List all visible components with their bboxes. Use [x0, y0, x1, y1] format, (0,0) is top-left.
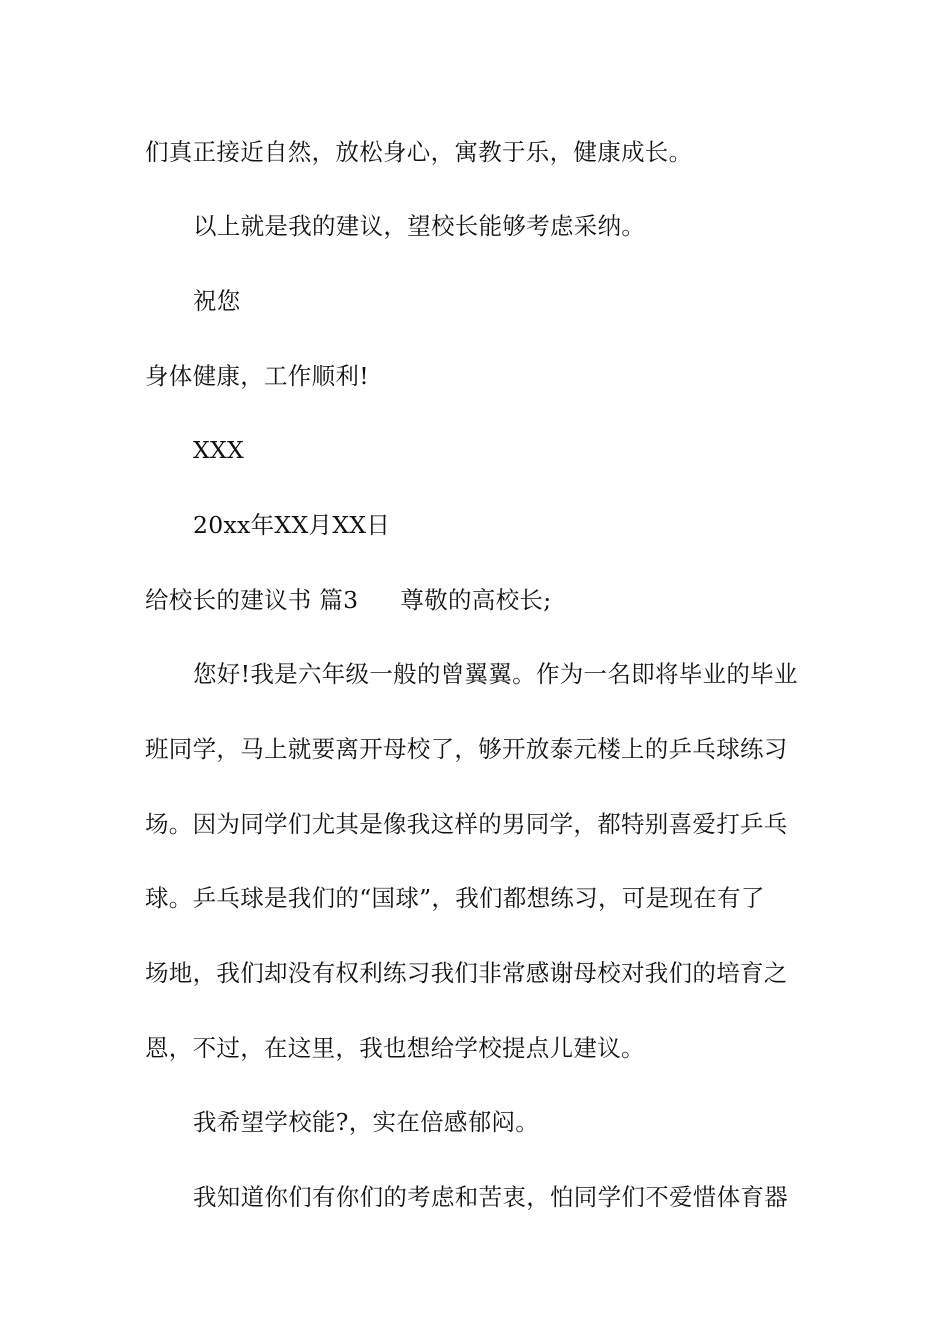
date-line: 20xx年XX月XX日 — [193, 511, 391, 539]
paragraph-line: 们真正接近自然，放松身心，寓教于乐，健康成长。 — [145, 138, 693, 166]
signature: XXX — [193, 436, 245, 464]
section-heading — [145, 585, 551, 615]
paragraph-line: 您好!我是六年级一般的曾翼翼。作为一名即将毕业的毕业 — [193, 660, 798, 688]
paragraph-line: 场地，我们却没有权利练习我们非常感谢母校对我们的培育之 — [145, 959, 788, 987]
closing-wish: 身体健康，工作顺利! — [145, 362, 369, 390]
paragraph-line: 以上就是我的建议，望校长能够考虑采纳。 — [193, 212, 646, 240]
paragraph-line: 班同学，马上就要离开母校了，够开放泰元楼上的乒乓球练习 — [145, 735, 788, 763]
paragraph-line: 我希望学校能?，实在倍感郁闷。 — [193, 1108, 540, 1136]
paragraph-line: 我知道你们有你们的考虑和苦衷，怕同学们不爱惜体育器 — [193, 1183, 788, 1211]
closing-greeting: 祝您 — [193, 287, 241, 315]
paragraph-line: 球。乒乓球是我们的“国球”，我们都想练习，可是现在有了 — [145, 884, 765, 912]
section-title: 给校长的建议书 篇3 — [145, 586, 359, 614]
paragraph-line: 场。因为同学们尤其是像我这样的男同学，都特别喜爱打乒乓 — [145, 810, 788, 838]
paragraph-line: 恩，不过，在这里，我也想给学校提点儿建议。 — [145, 1034, 645, 1062]
salutation: 尊敬的高校长; — [400, 586, 552, 614]
